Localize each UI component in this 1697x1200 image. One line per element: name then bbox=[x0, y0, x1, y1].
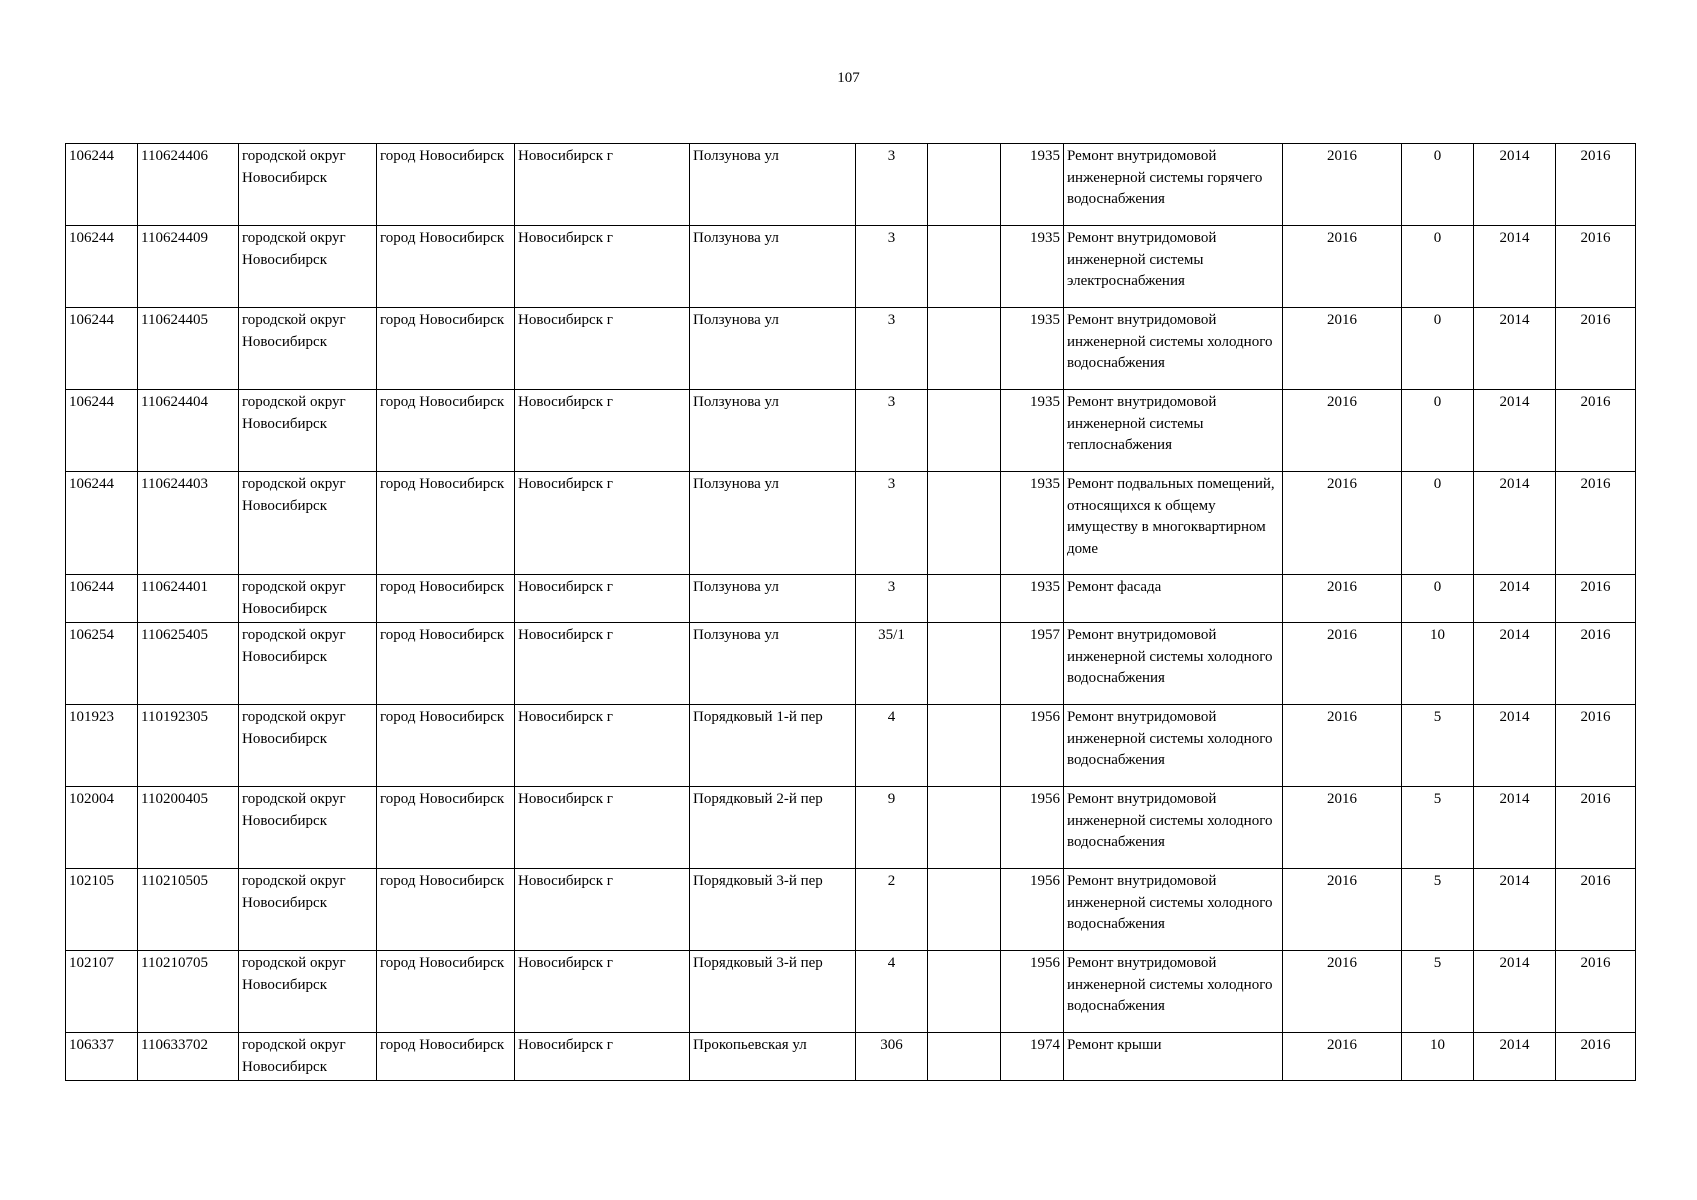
work-type-cell: Ремонт внутридомовой инженерной системы холодного водоснабжения bbox=[1064, 623, 1283, 705]
locality-cell: Новосибирск г bbox=[515, 1033, 690, 1081]
row-id-cell: 106244 bbox=[66, 575, 138, 623]
year-plan-cell: 2016 bbox=[1283, 1033, 1402, 1081]
street-cell: Ползунова ул bbox=[690, 144, 856, 226]
table-row bbox=[66, 308, 1636, 390]
municipality-cell: город Новосибирск bbox=[377, 226, 515, 308]
district-cell: городской округ Новосибирск bbox=[239, 869, 377, 951]
period-from-cell: 2014 bbox=[1474, 787, 1556, 869]
table-row bbox=[66, 787, 1636, 869]
table-row bbox=[66, 575, 1636, 623]
work-type-cell: Ремонт подвальных помещений, относящихся к общему имуществу в многоквартирном доме bbox=[1064, 472, 1283, 575]
period-from-cell: 2014 bbox=[1474, 472, 1556, 575]
table-row bbox=[66, 951, 1636, 1033]
period-from-cell: 2014 bbox=[1474, 575, 1556, 623]
house-number-cell: 3 bbox=[856, 390, 928, 472]
period-to-cell: 2016 bbox=[1556, 623, 1636, 705]
district-cell: городской округ Новосибирск bbox=[239, 951, 377, 1033]
year-built-cell: 1956 bbox=[1001, 951, 1064, 1033]
code-cell: 110210505 bbox=[138, 869, 239, 951]
house-number-cell: 35/1 bbox=[856, 623, 928, 705]
locality-cell: Новосибирск г bbox=[515, 144, 690, 226]
district-cell: городской округ Новосибирск bbox=[239, 575, 377, 623]
building-cell bbox=[928, 226, 1001, 308]
period-to-cell: 2016 bbox=[1556, 308, 1636, 390]
locality-cell: Новосибирск г bbox=[515, 308, 690, 390]
code-cell: 110624403 bbox=[138, 472, 239, 575]
period-to-cell: 2016 bbox=[1556, 144, 1636, 226]
year-built-cell: 1974 bbox=[1001, 1033, 1064, 1081]
year-plan-cell: 2016 bbox=[1283, 623, 1402, 705]
table-row bbox=[66, 144, 1636, 226]
row-id-cell: 106337 bbox=[66, 1033, 138, 1081]
locality-cell: Новосибирск г bbox=[515, 390, 690, 472]
table-row bbox=[66, 869, 1636, 951]
building-cell bbox=[928, 390, 1001, 472]
row-id-cell: 102004 bbox=[66, 787, 138, 869]
table-row bbox=[66, 226, 1636, 308]
work-type-cell: Ремонт крыши bbox=[1064, 1033, 1283, 1081]
work-type-cell: Ремонт внутридомовой инженерной системы холодного водоснабжения bbox=[1064, 705, 1283, 787]
code-cell: 110624401 bbox=[138, 575, 239, 623]
wear-cell: 0 bbox=[1402, 226, 1474, 308]
street-cell: Ползунова ул bbox=[690, 623, 856, 705]
code-cell: 110624404 bbox=[138, 390, 239, 472]
locality-cell: Новосибирск г bbox=[515, 472, 690, 575]
district-cell: городской округ Новосибирск bbox=[239, 705, 377, 787]
house-number-cell: 306 bbox=[856, 1033, 928, 1081]
period-from-cell: 2014 bbox=[1474, 623, 1556, 705]
row-id-cell: 106244 bbox=[66, 308, 138, 390]
municipality-cell: город Новосибирск bbox=[377, 1033, 515, 1081]
building-cell bbox=[928, 787, 1001, 869]
period-from-cell: 2014 bbox=[1474, 390, 1556, 472]
street-cell: Ползунова ул bbox=[690, 226, 856, 308]
code-cell: 110633702 bbox=[138, 1033, 239, 1081]
locality-cell: Новосибирск г bbox=[515, 869, 690, 951]
wear-cell: 0 bbox=[1402, 308, 1474, 390]
code-cell: 110210705 bbox=[138, 951, 239, 1033]
page-number: 107 bbox=[837, 70, 860, 86]
locality-cell: Новосибирск г bbox=[515, 623, 690, 705]
building-cell bbox=[928, 951, 1001, 1033]
house-number-cell: 3 bbox=[856, 308, 928, 390]
row-id-cell: 106244 bbox=[66, 226, 138, 308]
period-to-cell: 2016 bbox=[1556, 575, 1636, 623]
building-cell bbox=[928, 705, 1001, 787]
house-number-cell: 9 bbox=[856, 787, 928, 869]
row-id-cell: 106244 bbox=[66, 472, 138, 575]
table-row bbox=[66, 1033, 1636, 1081]
house-number-cell: 2 bbox=[856, 869, 928, 951]
row-id-cell: 102105 bbox=[66, 869, 138, 951]
year-plan-cell: 2016 bbox=[1283, 787, 1402, 869]
work-type-cell: Ремонт внутридомовой инженерной системы холодного водоснабжения bbox=[1064, 787, 1283, 869]
code-cell: 110624406 bbox=[138, 144, 239, 226]
work-type-cell: Ремонт внутридомовой инженерной системы электроснабжения bbox=[1064, 226, 1283, 308]
building-cell bbox=[928, 1033, 1001, 1081]
district-cell: городской округ Новосибирск bbox=[239, 226, 377, 308]
house-number-cell: 3 bbox=[856, 144, 928, 226]
code-cell: 110625405 bbox=[138, 623, 239, 705]
municipality-cell: город Новосибирск bbox=[377, 623, 515, 705]
period-to-cell: 2016 bbox=[1556, 869, 1636, 951]
street-cell: Порядковый 3-й пер bbox=[690, 951, 856, 1033]
period-to-cell: 2016 bbox=[1556, 390, 1636, 472]
street-cell: Ползунова ул bbox=[690, 472, 856, 575]
year-plan-cell: 2016 bbox=[1283, 951, 1402, 1033]
district-cell: городской округ Новосибирск bbox=[239, 144, 377, 226]
work-type-cell: Ремонт фасада bbox=[1064, 575, 1283, 623]
table-row bbox=[66, 623, 1636, 705]
house-number-cell: 4 bbox=[856, 705, 928, 787]
work-type-cell: Ремонт внутридомовой инженерной системы холодного водоснабжения bbox=[1064, 308, 1283, 390]
building-cell bbox=[928, 623, 1001, 705]
municipality-cell: город Новосибирск bbox=[377, 575, 515, 623]
wear-cell: 5 bbox=[1402, 869, 1474, 951]
building-cell bbox=[928, 575, 1001, 623]
period-to-cell: 2016 bbox=[1556, 951, 1636, 1033]
work-type-cell: Ремонт внутридомовой инженерной системы холодного водоснабжения bbox=[1064, 869, 1283, 951]
code-cell: 110624409 bbox=[138, 226, 239, 308]
municipality-cell: город Новосибирск bbox=[377, 472, 515, 575]
street-cell: Порядковый 3-й пер bbox=[690, 869, 856, 951]
street-cell: Прокопьевская ул bbox=[690, 1033, 856, 1081]
municipality-cell: город Новосибирск bbox=[377, 869, 515, 951]
table-row bbox=[66, 472, 1636, 575]
wear-cell: 10 bbox=[1402, 1033, 1474, 1081]
wear-cell: 0 bbox=[1402, 390, 1474, 472]
period-to-cell: 2016 bbox=[1556, 472, 1636, 575]
period-from-cell: 2014 bbox=[1474, 144, 1556, 226]
street-cell: Ползунова ул bbox=[690, 575, 856, 623]
municipality-cell: город Новосибирск bbox=[377, 308, 515, 390]
registry-table bbox=[65, 143, 1636, 1081]
year-plan-cell: 2016 bbox=[1283, 705, 1402, 787]
row-id-cell: 106244 bbox=[66, 390, 138, 472]
year-built-cell: 1956 bbox=[1001, 869, 1064, 951]
street-cell: Ползунова ул bbox=[690, 308, 856, 390]
year-plan-cell: 2016 bbox=[1283, 575, 1402, 623]
code-cell: 110192305 bbox=[138, 705, 239, 787]
district-cell: городской округ Новосибирск bbox=[239, 787, 377, 869]
house-number-cell: 3 bbox=[856, 226, 928, 308]
district-cell: городской округ Новосибирск bbox=[239, 1033, 377, 1081]
row-id-cell: 102107 bbox=[66, 951, 138, 1033]
period-from-cell: 2014 bbox=[1474, 1033, 1556, 1081]
year-built-cell: 1935 bbox=[1001, 144, 1064, 226]
wear-cell: 0 bbox=[1402, 144, 1474, 226]
wear-cell: 5 bbox=[1402, 951, 1474, 1033]
row-id-cell: 106254 bbox=[66, 623, 138, 705]
building-cell bbox=[928, 308, 1001, 390]
house-number-cell: 3 bbox=[856, 472, 928, 575]
year-built-cell: 1935 bbox=[1001, 390, 1064, 472]
municipality-cell: город Новосибирск bbox=[377, 144, 515, 226]
period-to-cell: 2016 bbox=[1556, 705, 1636, 787]
district-cell: городской округ Новосибирск bbox=[239, 308, 377, 390]
year-built-cell: 1956 bbox=[1001, 705, 1064, 787]
street-cell: Ползунова ул bbox=[690, 390, 856, 472]
row-id-cell: 106244 bbox=[66, 144, 138, 226]
locality-cell: Новосибирск г bbox=[515, 787, 690, 869]
year-plan-cell: 2016 bbox=[1283, 869, 1402, 951]
table-body bbox=[66, 144, 1636, 1081]
work-type-cell: Ремонт внутридомовой инженерной системы холодного водоснабжения bbox=[1064, 951, 1283, 1033]
municipality-cell: город Новосибирск bbox=[377, 705, 515, 787]
locality-cell: Новосибирск г bbox=[515, 575, 690, 623]
period-to-cell: 2016 bbox=[1556, 226, 1636, 308]
code-cell: 110624405 bbox=[138, 308, 239, 390]
district-cell: городской округ Новосибирск bbox=[239, 623, 377, 705]
locality-cell: Новосибирск г bbox=[515, 705, 690, 787]
wear-cell: 0 bbox=[1402, 472, 1474, 575]
period-to-cell: 2016 bbox=[1556, 787, 1636, 869]
house-number-cell: 3 bbox=[856, 575, 928, 623]
period-to-cell: 2016 bbox=[1556, 1033, 1636, 1081]
building-cell bbox=[928, 144, 1001, 226]
row-id-cell: 101923 bbox=[66, 705, 138, 787]
year-built-cell: 1935 bbox=[1001, 575, 1064, 623]
wear-cell: 10 bbox=[1402, 623, 1474, 705]
building-cell bbox=[928, 472, 1001, 575]
year-plan-cell: 2016 bbox=[1283, 226, 1402, 308]
table-row bbox=[66, 705, 1636, 787]
year-built-cell: 1956 bbox=[1001, 787, 1064, 869]
year-built-cell: 1935 bbox=[1001, 472, 1064, 575]
period-from-cell: 2014 bbox=[1474, 869, 1556, 951]
locality-cell: Новосибирск г bbox=[515, 951, 690, 1033]
year-plan-cell: 2016 bbox=[1283, 144, 1402, 226]
period-from-cell: 2014 bbox=[1474, 308, 1556, 390]
year-plan-cell: 2016 bbox=[1283, 472, 1402, 575]
municipality-cell: город Новосибирск bbox=[377, 390, 515, 472]
code-cell: 110200405 bbox=[138, 787, 239, 869]
wear-cell: 0 bbox=[1402, 575, 1474, 623]
district-cell: городской округ Новосибирск bbox=[239, 390, 377, 472]
year-built-cell: 1935 bbox=[1001, 308, 1064, 390]
municipality-cell: город Новосибирск bbox=[377, 787, 515, 869]
building-cell bbox=[928, 869, 1001, 951]
year-built-cell: 1957 bbox=[1001, 623, 1064, 705]
period-from-cell: 2014 bbox=[1474, 705, 1556, 787]
locality-cell: Новосибирск г bbox=[515, 226, 690, 308]
year-plan-cell: 2016 bbox=[1283, 308, 1402, 390]
district-cell: городской округ Новосибирск bbox=[239, 472, 377, 575]
work-type-cell: Ремонт внутридомовой инженерной системы теплоснабжения bbox=[1064, 390, 1283, 472]
work-type-cell: Ремонт внутридомовой инженерной системы горячего водоснабжения bbox=[1064, 144, 1283, 226]
year-plan-cell: 2016 bbox=[1283, 390, 1402, 472]
period-from-cell: 2014 bbox=[1474, 226, 1556, 308]
year-built-cell: 1935 bbox=[1001, 226, 1064, 308]
wear-cell: 5 bbox=[1402, 705, 1474, 787]
street-cell: Порядковый 1-й пер bbox=[690, 705, 856, 787]
wear-cell: 5 bbox=[1402, 787, 1474, 869]
municipality-cell: город Новосибирск bbox=[377, 951, 515, 1033]
house-number-cell: 4 bbox=[856, 951, 928, 1033]
street-cell: Порядковый 2-й пер bbox=[690, 787, 856, 869]
table-row bbox=[66, 390, 1636, 472]
period-from-cell: 2014 bbox=[1474, 951, 1556, 1033]
